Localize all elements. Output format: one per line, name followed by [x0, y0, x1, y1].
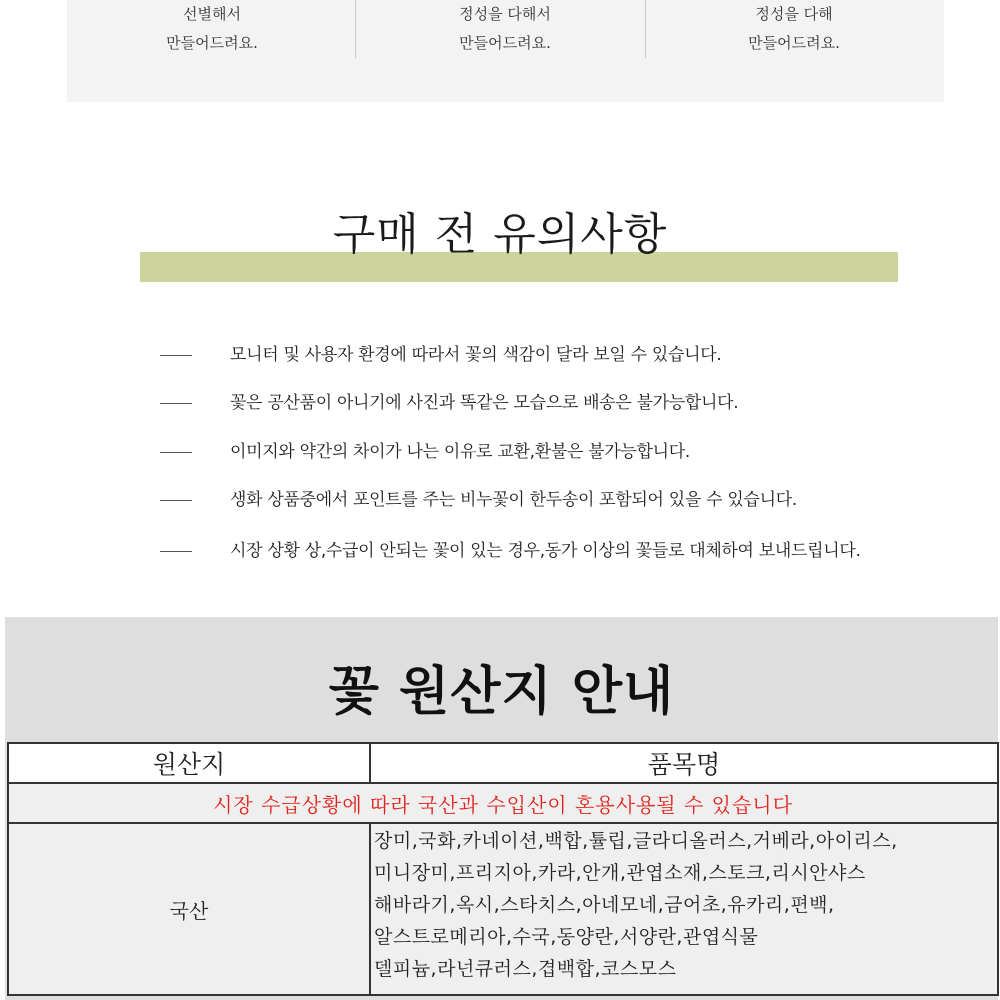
dash-icon [160, 452, 192, 453]
feature-2-line2: 만들어드려요. [459, 34, 551, 52]
dash-icon [160, 355, 192, 356]
origin-section [5, 617, 998, 1000]
dash-icon [160, 403, 192, 404]
feature-3 [649, 0, 939, 60]
notice-item [0, 485, 1000, 515]
table-row [8, 823, 998, 995]
origin-title: 꽃 원산지 안내 [328, 662, 675, 722]
notice-item [0, 437, 1000, 467]
items-column-header: 품목명 [370, 743, 998, 783]
notice-item [0, 536, 1000, 566]
notice-text: 이미지와 약간의 차이가 나는 이유로 교환,환불은 불가능합니다. [230, 442, 691, 462]
origin-column-header: 원산지 [8, 743, 370, 783]
items-line: 해바라기,옥시,스타치스,아네모네,금어초,유카리,편백, [374, 894, 835, 916]
origin-cell: 국산 [8, 823, 370, 995]
notice-item [0, 388, 1000, 418]
feature-3-line2: 만들어드려요. [748, 34, 840, 52]
items-line: 델피늄,라넌큐러스,겹백합,코스모스 [374, 958, 677, 980]
table-row [8, 783, 998, 823]
items-line: 알스트로메리아,수국,동양란,서양란,관엽식물 [374, 926, 759, 948]
origin-table [7, 742, 999, 996]
feature-box [67, 0, 944, 102]
feature-1 [67, 0, 357, 60]
items-line: 장미,국화,카네이션,백합,튤립,글라디올러스,거베라,아이리스, [374, 830, 898, 852]
feature-divider [645, 0, 646, 58]
notice-text: 시장 상황 상,수급이 안되는 꽃이 있는 경우,동가 이상의 꽃들로 대체하여 보내드립니다. [230, 541, 861, 561]
notice-text: 꽃은 공산품이 아니기에 사진과 똑같은 모습으로 배송은 불가능합니다. [230, 393, 739, 413]
feature-1-line1: 선별해서 [183, 5, 241, 23]
feature-2-line1: 정성을 다해서 [459, 5, 551, 23]
notice-title: 구매 전 유의사항 [332, 209, 668, 260]
dash-icon [160, 500, 192, 501]
notice-item [0, 340, 1000, 370]
table-header-row [8, 743, 998, 783]
dash-icon [160, 551, 192, 552]
mixed-origin-notice: 시장 수급상황에 따라 국산과 수입산이 혼용사용될 수 있습니다 [8, 783, 998, 823]
feature-divider [355, 0, 356, 58]
items-cell [370, 823, 998, 995]
notice-text: 생화 상품중에서 포인트를 주는 비누꽃이 한두송이 포함되어 있을 수 있습니다. [230, 490, 797, 510]
items-line: 미니장미,프리지아,카라,안개,관엽소재,스토크,리시안샤스 [374, 862, 866, 884]
feature-2 [360, 0, 650, 60]
notice-text: 모니터 및 사용자 환경에 따라서 꽃의 색감이 달라 보일 수 있습니다. [230, 345, 722, 365]
feature-3-line1: 정성을 다해 [755, 5, 833, 23]
feature-1-line2: 만들어드려요. [166, 34, 258, 52]
